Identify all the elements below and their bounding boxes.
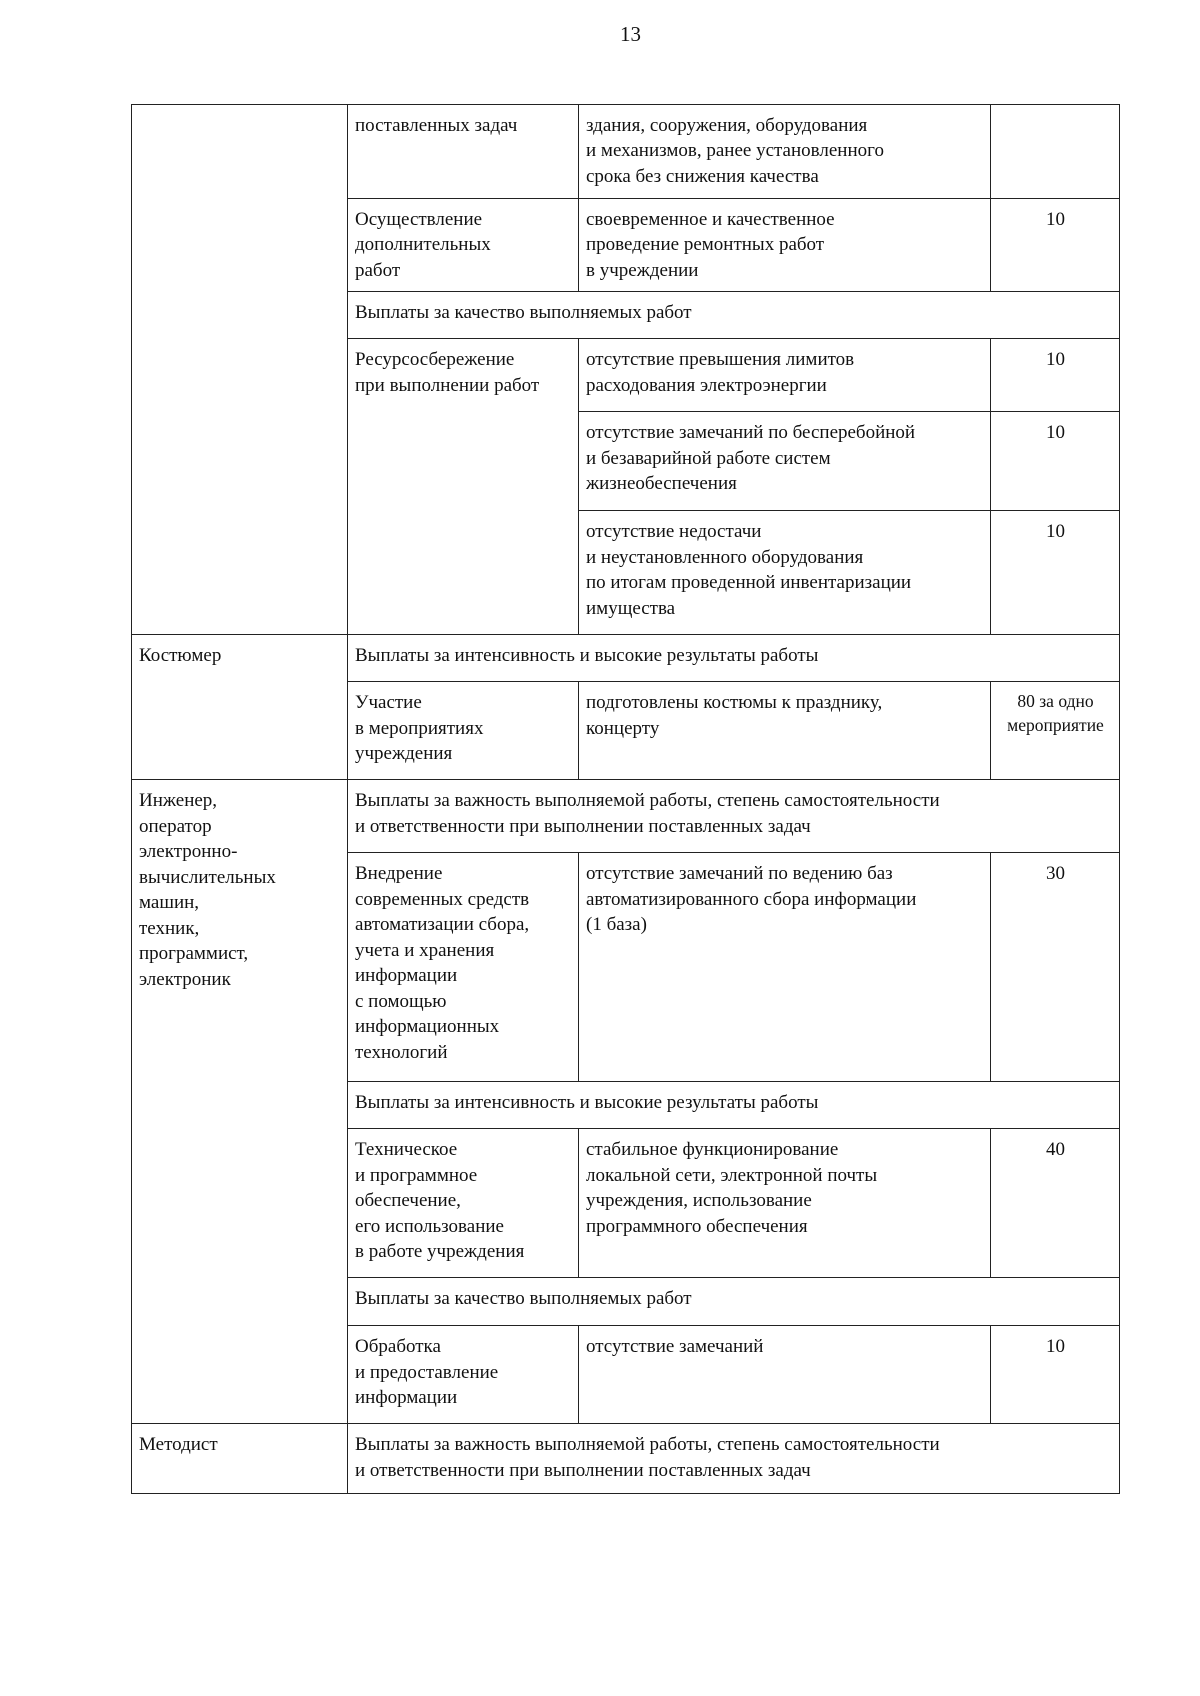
section-heading: Выплаты за важность выполняемой работы, степень самостоятельности и ответственности при выполнении поставленных задач [348,1424,1120,1494]
indicator-cell: отсутствие замечаний по бесперебойной и безаварийной работе систем жизнеобеспечения [579,412,991,511]
points-cell: 10 [991,1326,1120,1424]
points-cell: 30 [991,853,1120,1082]
indicator-cell: здания, сооружения, оборудования и механизмов, ранее установленного срока без снижения качества [579,105,991,199]
points-cell: 10 [991,339,1120,412]
points-cell [991,105,1120,199]
payments-criteria-table [131,104,1120,1494]
criterion-cell: Техническое и программное обеспечение, его использование в работе учреждения [348,1129,579,1278]
indicator-cell: отсутствие недостачи и неустановленного оборудования по итогам проведенной инвентаризации имущества [579,511,991,635]
criterion-cell: Участие в мероприятиях учреждения [348,682,579,780]
section-row [132,1424,1120,1494]
indicator-cell: стабильное функционирование локальной сети, электронной почты учреждения, использование программного обеспечения [579,1129,991,1278]
indicator-cell: своевременное и качественное проведение ремонтных работ в учреждении [579,199,991,292]
points-cell: 40 [991,1129,1120,1278]
indicator-cell: подготовлены костюмы к празднику, концерту [579,682,991,780]
page-number: 13 [620,22,641,46]
points-cell: 10 [991,511,1120,635]
indicator-cell: отсутствие превышения лимитов расходования электроэнергии [579,339,991,412]
points-cell: 10 [991,412,1120,511]
indicator-cell: отсутствие замечаний по ведению баз автоматизированного сбора информации (1 база) [579,853,991,1082]
points-cell: 10 [991,199,1120,292]
criterion-cell: Осуществление дополнительных работ [348,199,579,292]
section-heading: Выплаты за интенсивность и высокие результаты работы [348,1082,1120,1129]
section-row [132,780,1120,853]
criterion-cell: поставленных задач [348,105,579,199]
criterion-cell: Внедрение современных средств автоматизации сбора, учета и хранения информации с помощью информационных технологий [348,853,579,1082]
position-cell: Инженер, оператор электронно- вычислительных машин, техник, программист, электроник [132,780,348,1424]
criterion-cell: Ресурсосбережение при выполнении работ [348,339,579,635]
indicator-cell: отсутствие замечаний [579,1326,991,1424]
position-cell: Костюмер [132,635,348,780]
section-heading: Выплаты за качество выполняемых работ [348,292,1120,339]
section-heading: Выплаты за важность выполняемой работы, степень самостоятельности и ответственности при выполнении поставленных задач [348,780,1120,853]
section-heading: Выплаты за интенсивность и высокие результаты работы [348,635,1120,682]
section-heading: Выплаты за качество выполняемых работ [348,1278,1120,1326]
points-cell: 80 за одно мероприятие [991,682,1120,780]
table-row [132,105,1120,199]
position-cell: Методист [132,1424,348,1494]
criterion-cell: Обработка и предоставление информации [348,1326,579,1424]
position-cell [132,105,348,635]
section-row [132,635,1120,682]
